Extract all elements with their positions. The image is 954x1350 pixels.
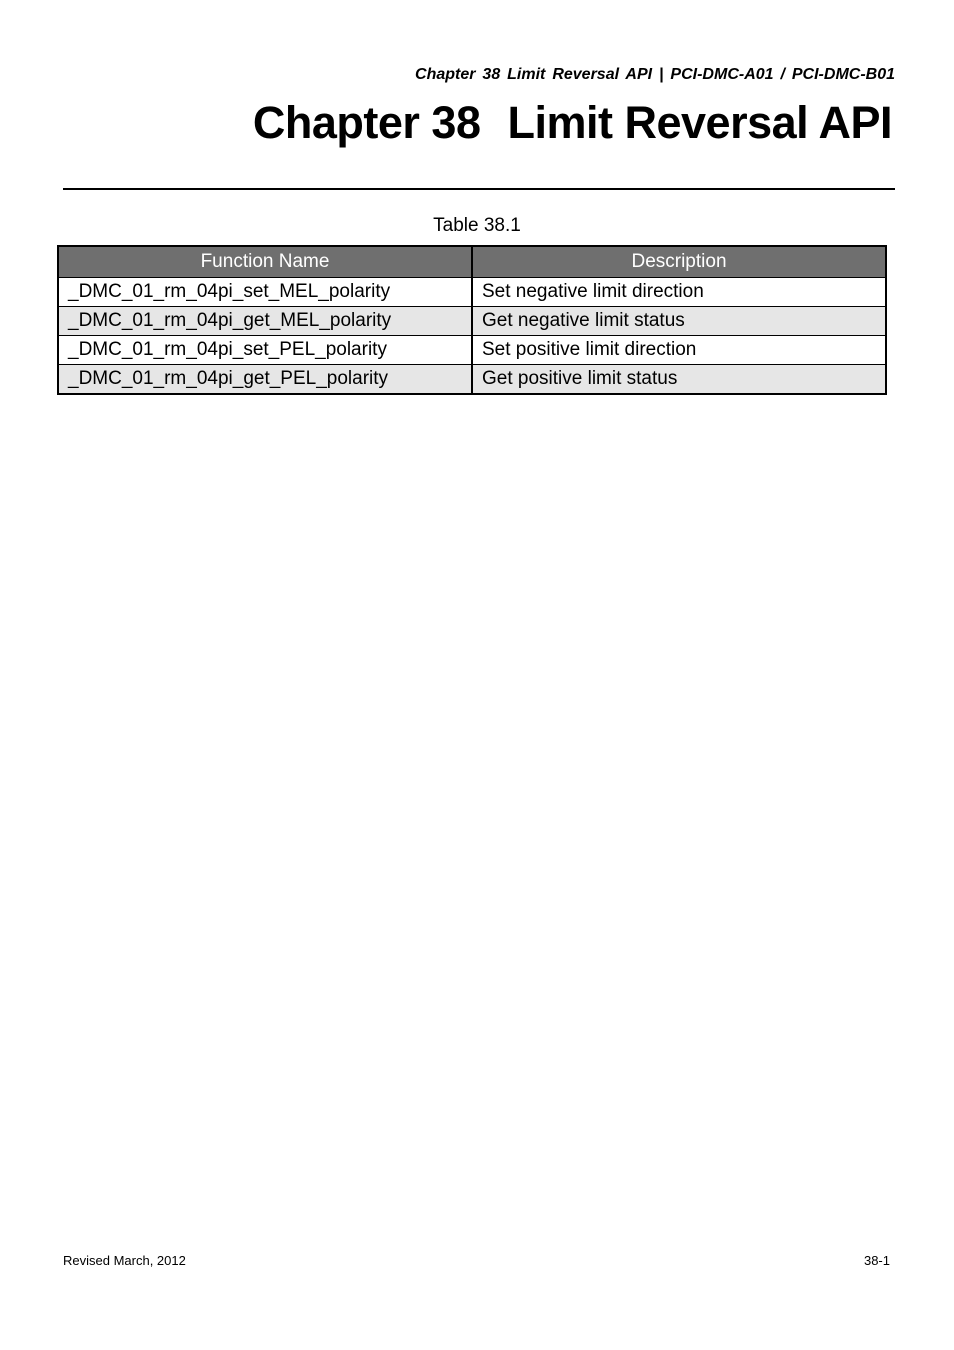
table-header-row	[58, 246, 886, 278]
function-table	[57, 245, 887, 395]
function-name-cell: _DMC_01_rm_04pi_get_MEL_polarity	[58, 307, 472, 336]
horizontal-rule	[63, 188, 895, 190]
function-name-cell: _DMC_01_rm_04pi_set_MEL_polarity	[58, 278, 472, 307]
table-row	[58, 278, 886, 307]
chapter-number: Chapter 38	[252, 97, 481, 148]
table-row	[58, 365, 886, 395]
running-header: Chapter 38 Limit Reversal API | PCI-DMC-A01 / PCI-DMC-B01	[415, 66, 895, 83]
function-name-cell: _DMC_01_rm_04pi_get_PEL_polarity	[58, 365, 472, 395]
table-row	[58, 336, 886, 365]
column-header-description: Description	[472, 246, 886, 278]
description-cell: Set negative limit direction	[472, 278, 886, 307]
description-cell: Get positive limit status	[472, 365, 886, 395]
chapter-name: Limit Reversal API	[507, 97, 892, 148]
table-caption: Table 38.1	[433, 215, 521, 236]
description-cell: Get negative limit status	[472, 307, 886, 336]
table-row	[58, 307, 886, 336]
function-name-cell: _DMC_01_rm_04pi_set_PEL_polarity	[58, 336, 472, 365]
footer-revision-date: Revised March, 2012	[63, 1253, 186, 1268]
description-cell: Set positive limit direction	[472, 336, 886, 365]
footer-page-number: 38-1	[863, 1253, 890, 1268]
column-header-function-name: Function Name	[58, 246, 472, 278]
chapter-title	[63, 98, 892, 148]
